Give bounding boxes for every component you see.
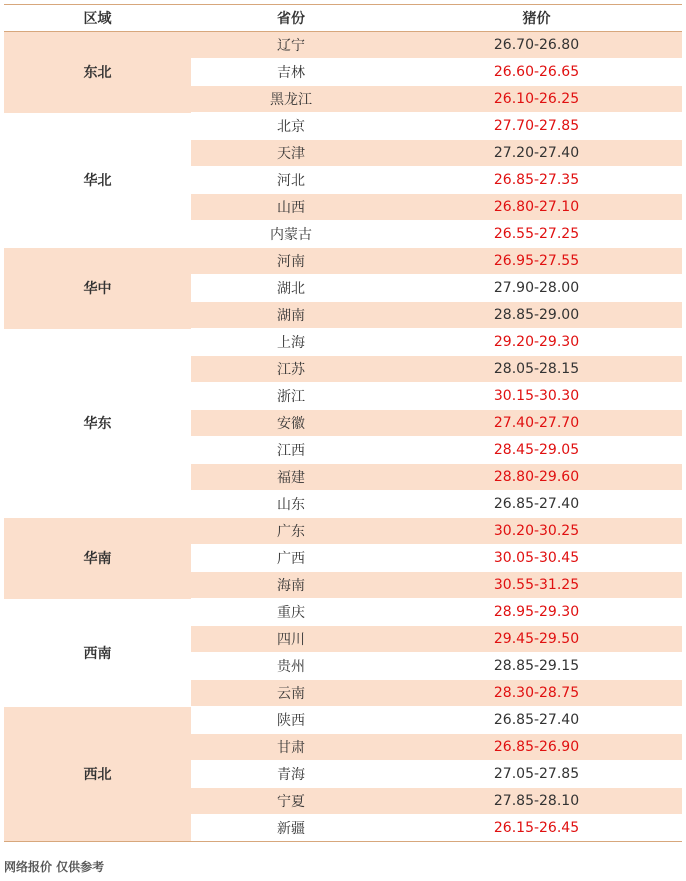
price-table [4, 4, 682, 842]
table-row [4, 329, 682, 356]
price-column-header: 猪价 [391, 5, 682, 32]
price-cell: 27.05-27.85 [391, 761, 682, 788]
table-row [4, 113, 682, 140]
price-cell: 30.55-31.25 [391, 572, 682, 599]
price-cell: 28.85-29.00 [391, 302, 682, 329]
price-cell: 26.15-26.45 [391, 815, 682, 842]
price-cell: 28.30-28.75 [391, 680, 682, 707]
province-cell: 福建 [191, 464, 391, 491]
table-row [4, 518, 682, 545]
price-cell: 27.85-28.10 [391, 788, 682, 815]
province-cell: 内蒙古 [191, 221, 391, 248]
price-cell: 26.85-27.40 [391, 707, 682, 734]
province-cell: 陕西 [191, 707, 391, 734]
province-cell: 宁夏 [191, 788, 391, 815]
region-cell: 华中 [4, 248, 191, 329]
province-cell: 贵州 [191, 653, 391, 680]
price-cell: 28.05-28.15 [391, 356, 682, 383]
price-cell: 30.20-30.25 [391, 518, 682, 545]
price-cell: 29.45-29.50 [391, 626, 682, 653]
province-cell: 湖北 [191, 275, 391, 302]
price-cell: 26.70-26.80 [391, 32, 682, 59]
province-cell: 新疆 [191, 815, 391, 842]
price-cell: 30.15-30.30 [391, 383, 682, 410]
province-cell: 甘肃 [191, 734, 391, 761]
province-cell: 安徽 [191, 410, 391, 437]
price-cell: 30.05-30.45 [391, 545, 682, 572]
province-cell: 青海 [191, 761, 391, 788]
price-cell: 28.85-29.15 [391, 653, 682, 680]
province-cell: 山西 [191, 194, 391, 221]
table-header [4, 5, 682, 32]
price-cell: 27.90-28.00 [391, 275, 682, 302]
price-cell: 26.60-26.65 [391, 59, 682, 86]
header-row [4, 5, 682, 32]
price-cell: 26.85-26.90 [391, 734, 682, 761]
price-cell: 27.40-27.70 [391, 410, 682, 437]
price-cell: 26.10-26.25 [391, 86, 682, 113]
table-row [4, 599, 682, 626]
table-row [4, 32, 682, 59]
price-cell: 26.95-27.55 [391, 248, 682, 275]
price-cell: 26.80-27.10 [391, 194, 682, 221]
province-cell: 四川 [191, 626, 391, 653]
footer-note: 网络报价 仅供参考 [4, 860, 105, 874]
province-cell: 海南 [191, 572, 391, 599]
province-cell: 北京 [191, 113, 391, 140]
province-cell: 云南 [191, 680, 391, 707]
table-row [4, 248, 682, 275]
price-cell: 28.45-29.05 [391, 437, 682, 464]
region-cell: 西北 [4, 707, 191, 842]
region-column-header: 区域 [4, 5, 191, 32]
price-cell: 29.20-29.30 [391, 329, 682, 356]
price-cell: 28.80-29.60 [391, 464, 682, 491]
price-cell: 28.95-29.30 [391, 599, 682, 626]
table-row [4, 707, 682, 734]
province-cell: 黑龙江 [191, 86, 391, 113]
province-cell: 浙江 [191, 383, 391, 410]
price-cell: 26.55-27.25 [391, 221, 682, 248]
province-cell: 山东 [191, 491, 391, 518]
province-cell: 江苏 [191, 356, 391, 383]
region-cell: 华北 [4, 113, 191, 248]
province-cell: 上海 [191, 329, 391, 356]
price-cell: 26.85-27.35 [391, 167, 682, 194]
price-cell: 27.20-27.40 [391, 140, 682, 167]
price-cell: 26.85-27.40 [391, 491, 682, 518]
province-cell: 天津 [191, 140, 391, 167]
region-cell: 东北 [4, 32, 191, 113]
province-cell: 重庆 [191, 599, 391, 626]
price-cell: 27.70-27.85 [391, 113, 682, 140]
province-cell: 广西 [191, 545, 391, 572]
province-cell: 广东 [191, 518, 391, 545]
region-cell: 华南 [4, 518, 191, 599]
province-cell: 湖南 [191, 302, 391, 329]
province-cell: 辽宁 [191, 32, 391, 59]
province-column-header: 省份 [191, 5, 391, 32]
region-cell: 华东 [4, 329, 191, 518]
province-cell: 江西 [191, 437, 391, 464]
province-cell: 河北 [191, 167, 391, 194]
province-cell: 吉林 [191, 59, 391, 86]
province-cell: 河南 [191, 248, 391, 275]
table-body [4, 32, 682, 842]
region-cell: 西南 [4, 599, 191, 707]
